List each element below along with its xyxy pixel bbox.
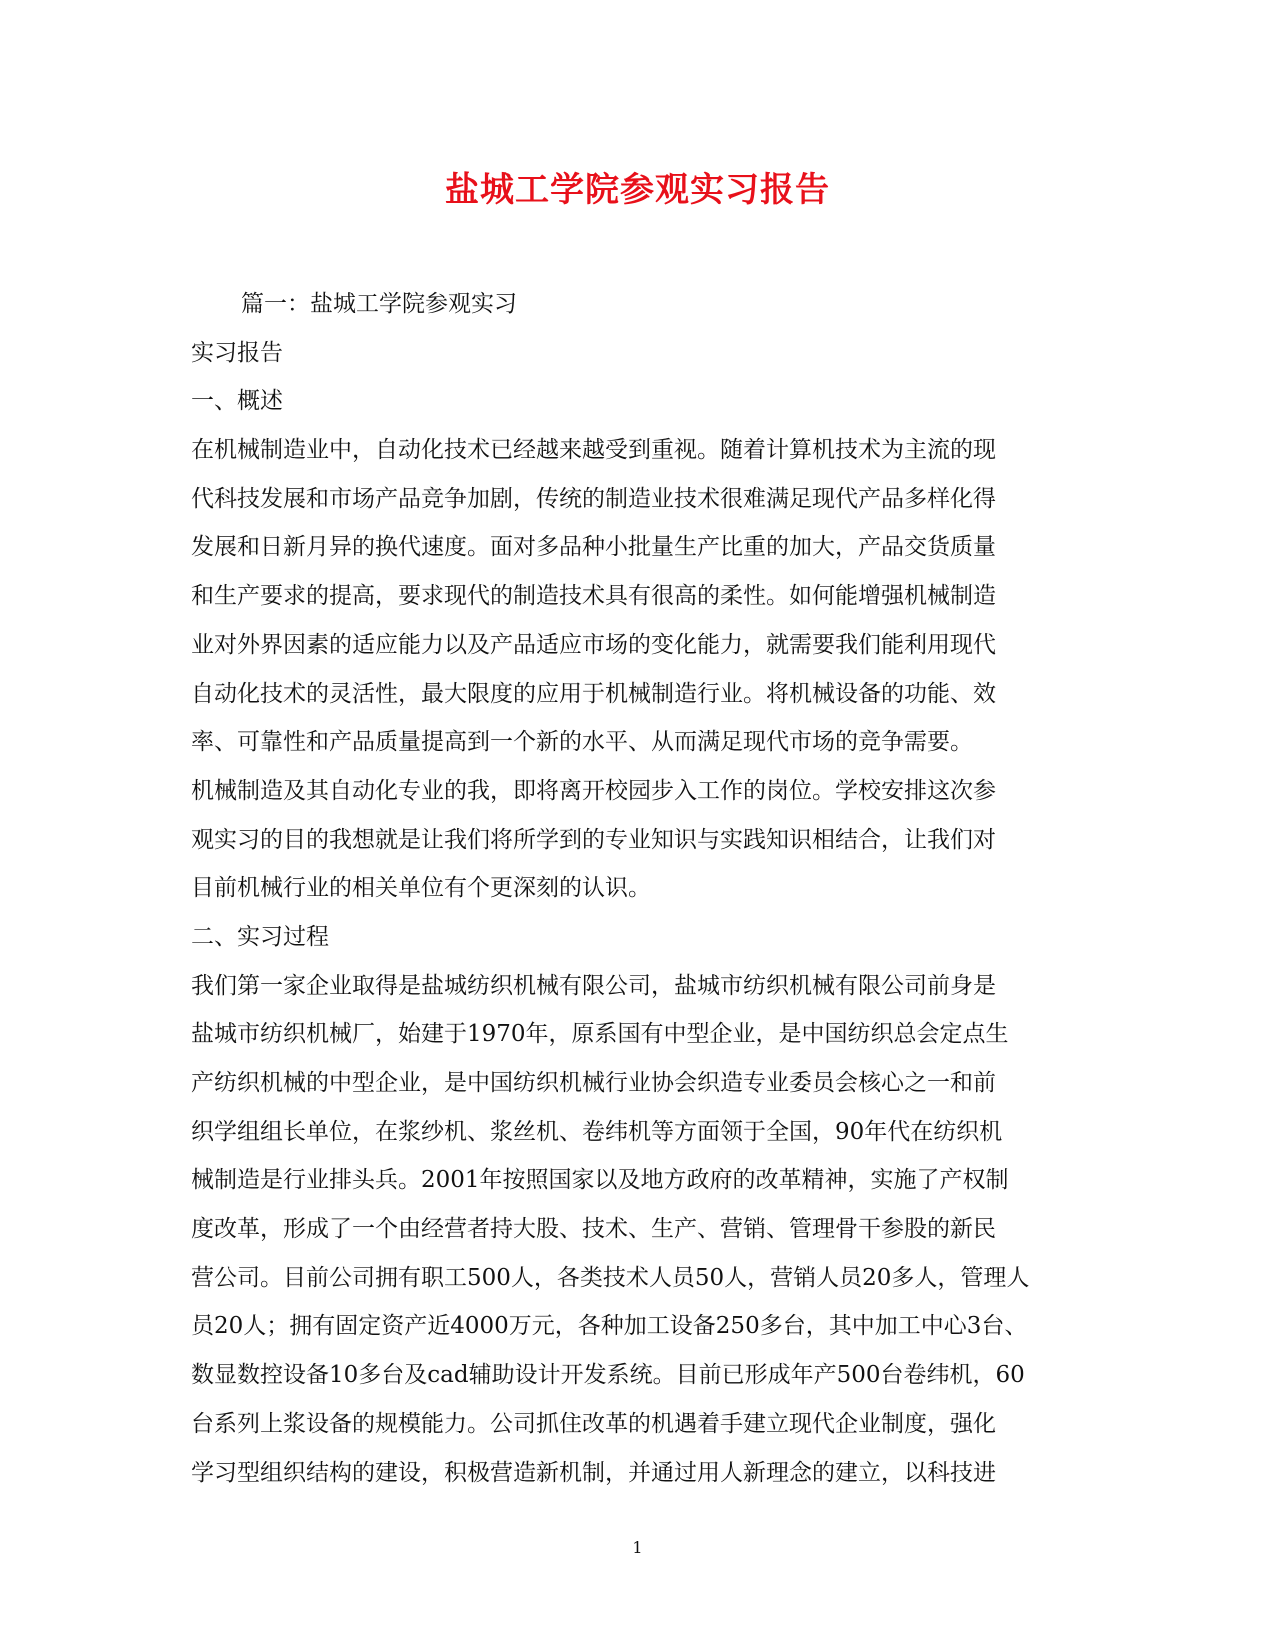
text-line: 实习报告 bbox=[191, 339, 283, 366]
text-line: 在机械制造业中，自动化技术已经越来越受到重视。随着计算机技术为主流的现 bbox=[191, 437, 996, 464]
text-line: 度改革，形成了一个由经营者持大股、技术、生产、营销、管理骨干参股的新民 bbox=[191, 1216, 996, 1243]
text-line: 率、可靠性和产品质量提高到一个新的水平、从而满足现代市场的竞争需要。 bbox=[191, 729, 973, 756]
text-line: 数显数控设备10多台及cad辅助设计开发系统。目前已形成年产500台卷纬机，60 bbox=[191, 1362, 1025, 1389]
text-line: 营公司。目前公司拥有职工500人，各类技术人员50人，营销人员20多人，管理人 bbox=[191, 1264, 1030, 1291]
text-line: 代科技发展和市场产品竞争加剧，传统的制造业技术很难满足现代产品多样化得 bbox=[191, 485, 996, 512]
text-line: 二、实习过程 bbox=[191, 923, 329, 950]
text-line: 业对外界因素的适应能力以及产品适应市场的变化能力，就需要我们能利用现代 bbox=[191, 631, 996, 658]
text-line: 械制造是行业排头兵。2001年按照国家以及地方政府的改革精神，实施了产权制 bbox=[191, 1167, 1009, 1194]
text-line: 一、概述 bbox=[191, 388, 283, 415]
text-line: 和生产要求的提高，要求现代的制造技术具有很高的柔性。如何能增强机械制造 bbox=[191, 583, 996, 610]
text-line: 员20人；拥有固定资产近4000万元，各种加工设备250多台，其中加工中心3台、 bbox=[191, 1313, 1028, 1340]
text-line: 织学组组长单位，在浆纱机、浆丝机、卷纬机等方面领于全国，90年代在纺织机 bbox=[191, 1118, 1003, 1145]
text-line: 机械制造及其自动化专业的我，即将离开校园步入工作的岗位。学校安排这次参 bbox=[191, 777, 996, 804]
document-title: 盐城工学院参观实习报告 bbox=[445, 170, 830, 210]
text-line: 盐城市纺织机械厂，始建于1970年，原系国有中型企业，是中国纺织总会定点生 bbox=[191, 1021, 1009, 1048]
text-line: 学习型组织结构的建设，积极营造新机制，并通过用人新理念的建立，以科技进 bbox=[191, 1459, 996, 1486]
text-line: 自动化技术的灵活性，最大限度的应用于机械制造行业。将机械设备的功能、效 bbox=[191, 680, 996, 707]
document-body bbox=[191, 280, 1071, 1497]
text-line: 产纺织机械的中型企业，是中国纺织机械行业协会织造专业委员会核心之一和前 bbox=[191, 1070, 996, 1096]
page-number: 1 bbox=[632, 1538, 643, 1557]
text-line: 发展和日新月异的换代速度。面对多品种小批量生产比重的加大，产品交货质量 bbox=[191, 534, 996, 561]
text-line: 台系列上浆设备的规模能力。公司抓住改革的机遇着手建立现代企业制度，强化 bbox=[191, 1410, 996, 1437]
text-line: 篇一：盐城工学院参观实习 bbox=[241, 291, 517, 317]
text-line: 目前机械行业的相关单位有个更深刻的认识。 bbox=[191, 875, 651, 902]
text-line: 观实习的目的我想就是让我们将所学到的专业知识与实践知识相结合，让我们对 bbox=[191, 826, 996, 853]
text-line: 我们第一家企业取得是盐城纺织机械有限公司，盐城市纺织机械有限公司前身是 bbox=[191, 972, 996, 999]
